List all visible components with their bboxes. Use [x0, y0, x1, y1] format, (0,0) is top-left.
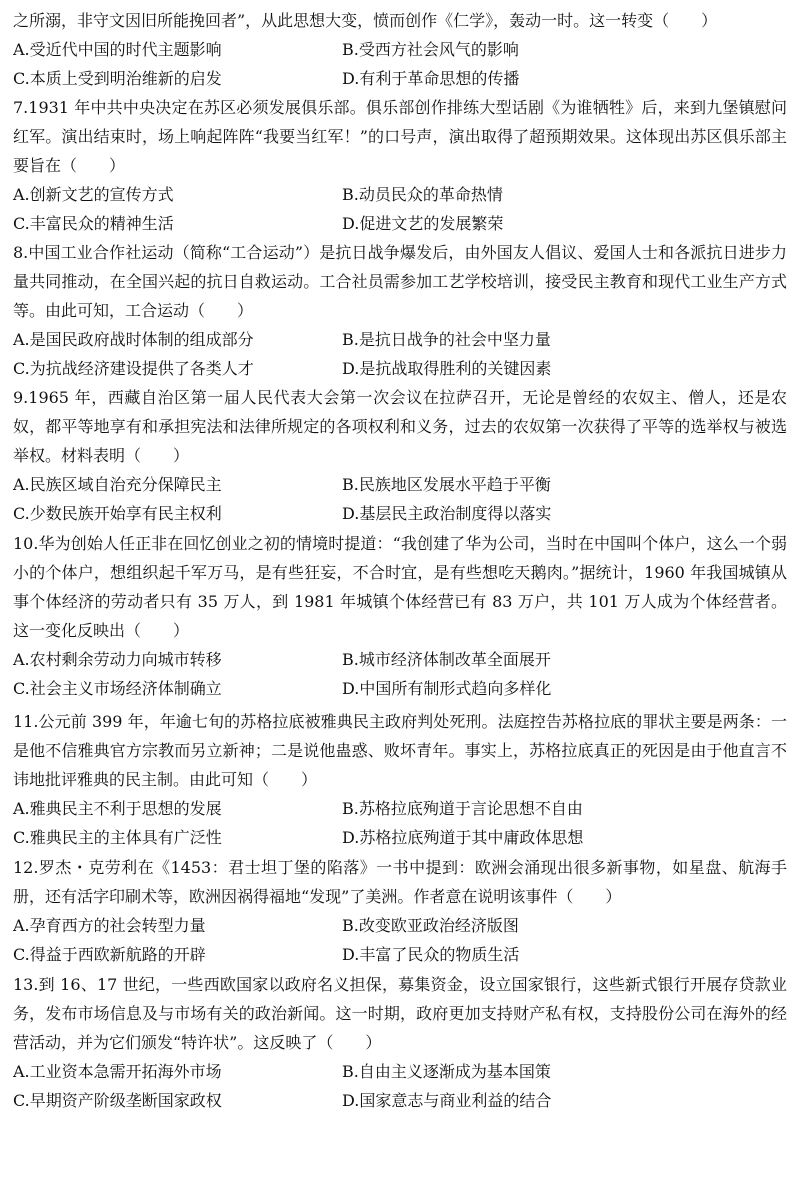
- question-13: [13, 970, 787, 1115]
- question-12-stem: 12.罗杰・克劳利在《1453：君士坦丁堡的陷落》一书中提到：欧洲会涌现出很多新事物，如星盘、航海手册，还有活字印刷术等，欧洲因祸得福地“发现”了美洲。作者意在说明该事件（ ）: [13, 858, 787, 906]
- question-6-continuation: [13, 6, 787, 93]
- option-a: A.雅典民主不利于思想的发展: [13, 799, 222, 818]
- option-c: C.本质上受到明治维新的启发: [13, 69, 222, 88]
- option-a: A.是国民政府战时体制的组成部分: [13, 330, 254, 349]
- option-c: C.社会主义市场经济体制确立: [13, 679, 222, 698]
- option-a: A.受近代中国的时代主题影响: [13, 40, 222, 59]
- option-b: B.改变欧亚政治经济版图: [342, 916, 519, 935]
- option-d: D.基层民主政治制度得以落实: [342, 504, 552, 523]
- option-d: D.苏格拉底殉道于其中庸政体思想: [342, 828, 584, 847]
- option-d: D.促进文艺的发展繁荣: [342, 214, 504, 233]
- question-9-options: [13, 470, 787, 528]
- question-9-stem: 9.1965 年，西藏自治区第一届人民代表大会第一次会议在拉萨召开，无论是曾经的农奴主、僧人，还是农奴，都平等地享有和承担宪法和法律所规定的各项权利和义务，过去的农奴第一次获得了平等的选举权与被选举权。材料表明（ ）: [13, 388, 787, 465]
- option-c: C.为抗战经济建设提供了各类人才: [13, 359, 254, 378]
- question-8-options: [13, 325, 787, 383]
- option-c: C.雅典民主的主体具有广泛性: [13, 828, 222, 847]
- question-11-options: [13, 794, 787, 852]
- option-c: C.早期资产阶级垄断国家政权: [13, 1091, 222, 1110]
- option-c: C.丰富民众的精神生活: [13, 214, 174, 233]
- option-d: D.有利于革命思想的传播: [342, 69, 520, 88]
- option-d: D.中国所有制形式趋向多样化: [342, 679, 552, 698]
- option-c: C.少数民族开始享有民主权利: [13, 504, 222, 523]
- question-13-stem: 13.到 16、17 世纪，一些西欧国家以政府名义担保，募集资金，设立国家银行，这些新式银行开展存贷款业务，发布市场信息及与市场有关的政治新闻。这一时期，政府更加支持财产私有权，支持股份公司在海外的经营活动，并为它们颁发“特许状”。这反映了（ ）: [13, 975, 787, 1052]
- option-b: B.受西方社会风气的影响: [342, 40, 519, 59]
- question-8-stem: 8.中国工业合作社运动（简称“工合运动”）是抗日战争爆发后，由外国友人倡议、爱国人士和各派抗日进步力量共同推动，在全国兴起的抗日自救运动。工合社员需参加工艺学校培训，接受民主教育和现代工业生产方式等。由此可知，工合运动（ ）: [13, 243, 787, 320]
- option-c: C.得益于西欧新航路的开辟: [13, 945, 206, 964]
- option-d: D.丰富了民众的物质生活: [342, 945, 520, 964]
- option-a: A.工业资本急需开拓海外市场: [13, 1062, 222, 1081]
- question-11: [13, 707, 787, 852]
- option-a: A.农村剩余劳动力向城市转移: [13, 650, 222, 669]
- option-b: B.自由主义逐渐成为基本国策: [342, 1062, 551, 1081]
- question-6-options: [13, 35, 787, 93]
- question-8: [13, 238, 787, 383]
- option-b: B.苏格拉底殉道于言论思想不自由: [342, 799, 583, 818]
- question-7-options: [13, 180, 787, 238]
- question-10-stem: 10.华为创始人任正非在回忆创业之初的情境时提道：“我创建了华为公司，当时在中国叫个体户，这么一个弱小的个体户，想组织起千军万马，是有些狂妄，不合时宜，是有些想吃天鹅肉。”据统计，1960 年我国城镇从事个体经济的劳动者只有 35 万人，到 1981 年城镇个体经营已有 83 万户，共 101 万人成为个体经营者。这一变化反映出（ ）: [13, 534, 787, 640]
- question-10-options: [13, 645, 787, 703]
- question-10: [13, 529, 787, 703]
- option-d: D.是抗战取得胜利的关键因素: [342, 359, 552, 378]
- option-b: B.动员民众的革命热情: [342, 185, 503, 204]
- question-12: [13, 853, 787, 969]
- option-a: A.创新文艺的宣传方式: [13, 185, 174, 204]
- option-b: B.城市经济体制改革全面展开: [342, 650, 551, 669]
- option-b: B.是抗日战争的社会中坚力量: [342, 330, 551, 349]
- option-b: B.民族地区发展水平趋于平衡: [342, 475, 551, 494]
- option-d: D.国家意志与商业利益的结合: [342, 1091, 552, 1110]
- option-a: A.民族区域自治充分保障民主: [13, 475, 222, 494]
- question-7: [13, 93, 787, 238]
- question-12-options: [13, 911, 787, 969]
- question-9: [13, 383, 787, 528]
- question-11-stem: 11.公元前 399 年，年逾七旬的苏格拉底被雅典民主政府判处死刑。法庭控告苏格拉底的罪状主要是两条：一是他不信雅典官方宗教而另立新神；二是说他蛊惑、败坏青年。事实上，苏格拉底真正的死因是由于他直言不讳地批评雅典的民主制。由此可知（ ）: [13, 712, 787, 789]
- question-6-text-tail: 之所溺，非守文因旧所能挽回者”，从此思想大变，愤而创作《仁学》，轰动一时。这一转变（ ）: [13, 11, 718, 30]
- option-a: A.孕育西方的社会转型力量: [13, 916, 206, 935]
- question-7-stem: 7.1931 年中共中央决定在苏区必须发展俱乐部。俱乐部创作排练大型话剧《为谁牺牲》后，来到九堡镇慰问红军。演出结束时，场上响起阵阵“我要当红军！”的口号声，演出取得了超预期效果。这体现出苏区俱乐部主要旨在（ ）: [13, 98, 787, 175]
- question-13-options: [13, 1057, 787, 1115]
